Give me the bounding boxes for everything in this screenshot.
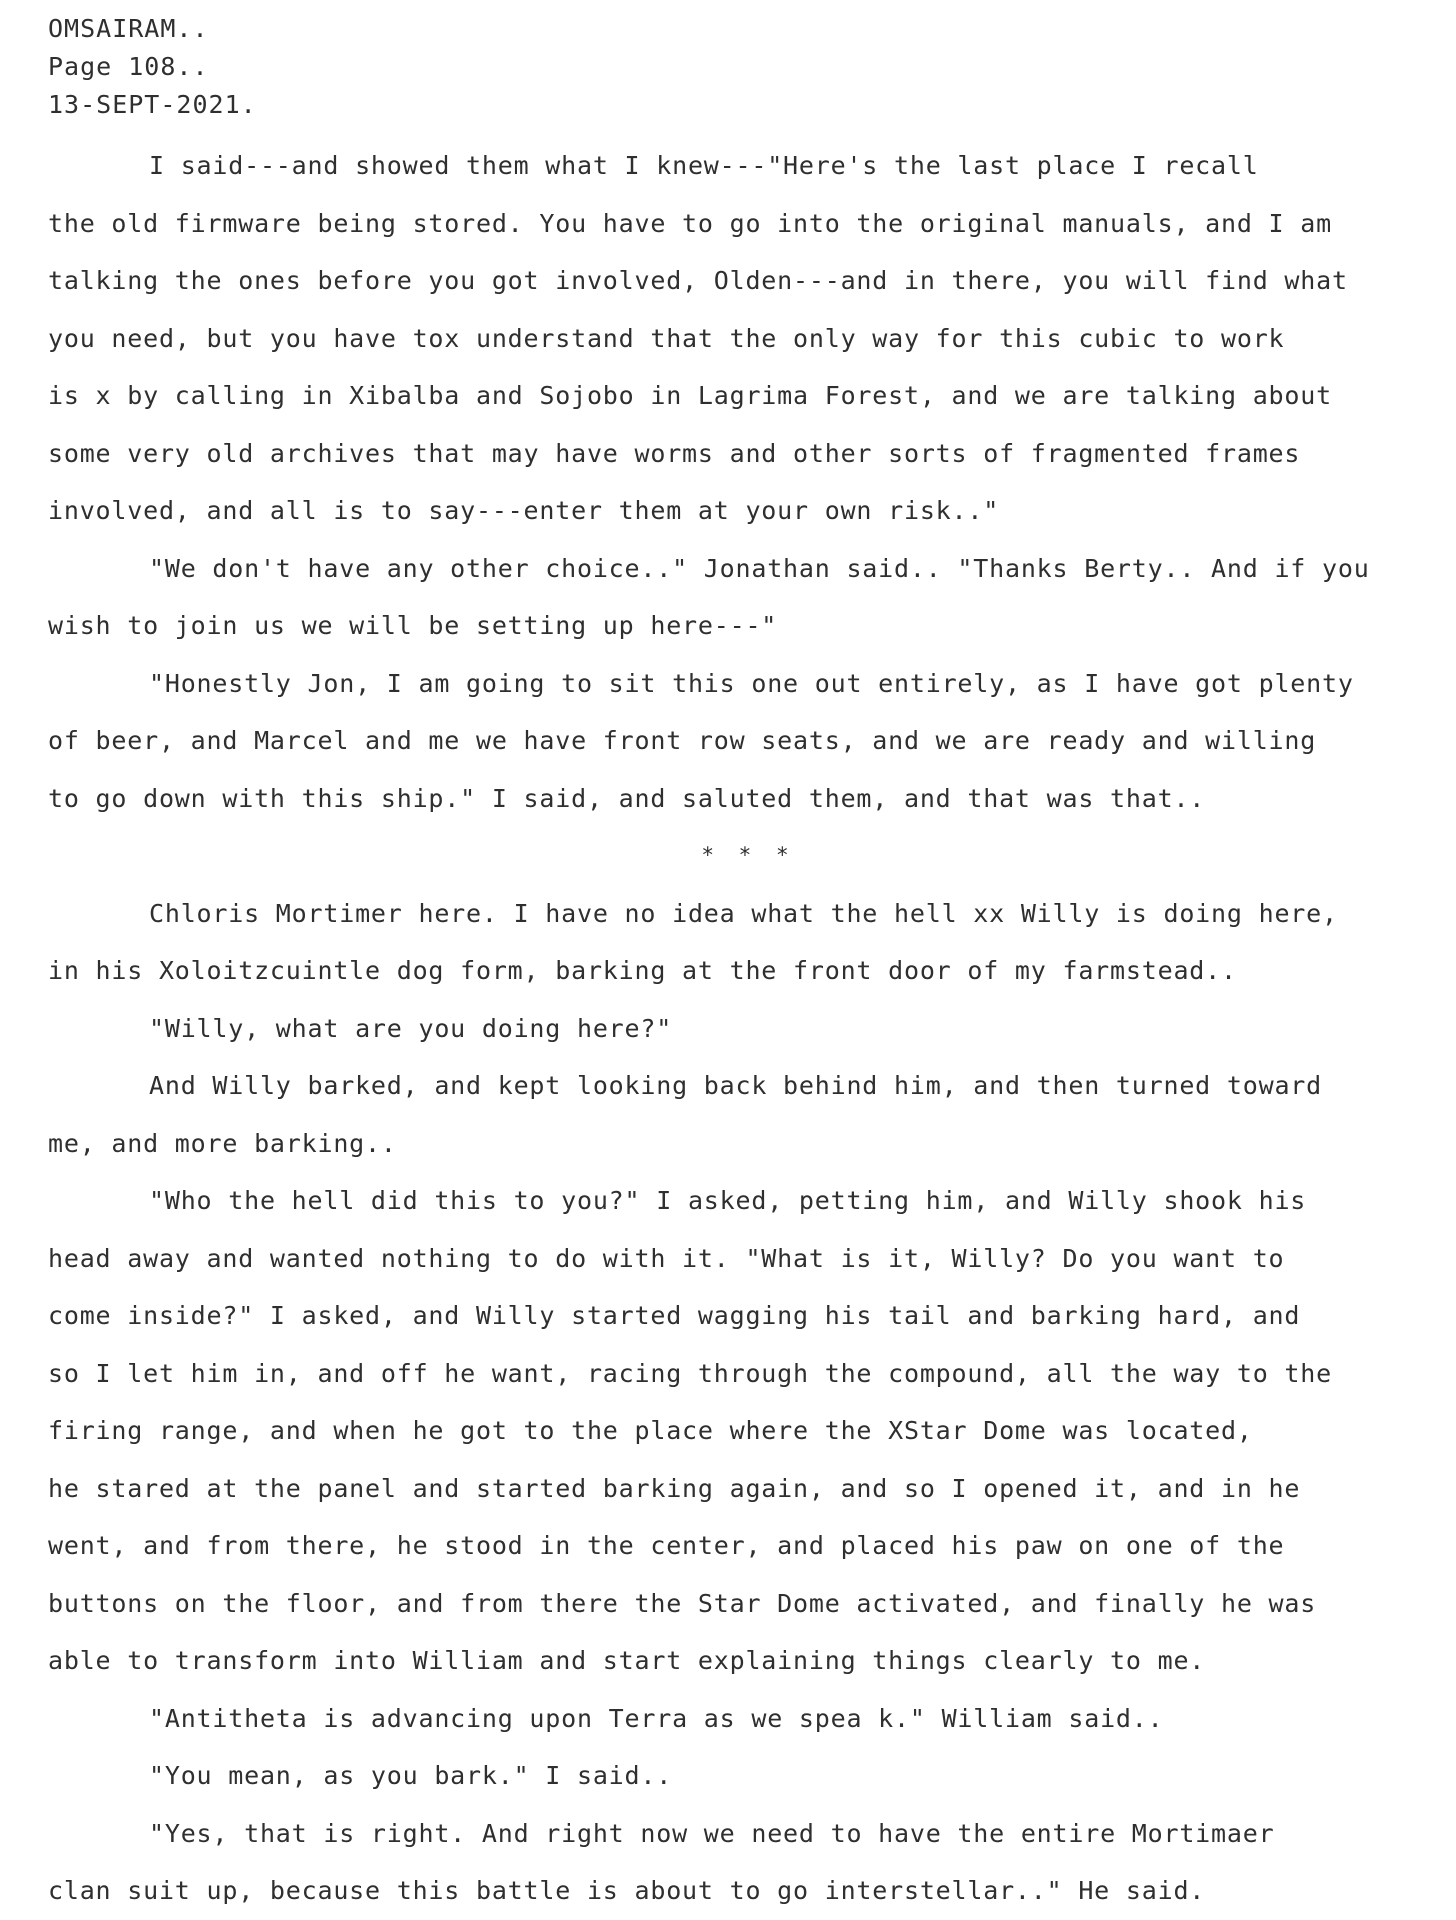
- text-line: talking the ones before you got involved, Olden---and in there, you will find what: [48, 266, 1348, 295]
- text-line: some very old archives that may have worms and other sorts of fragmented frames: [48, 438, 1301, 468]
- text-line: so I let him in, and off he want, racing through the compound, all the way to the: [48, 1358, 1332, 1388]
- text-line: "Who the hell did this to you?" I asked, petting him, and Willy shook his: [149, 1186, 1307, 1215]
- text-line: I said---and showed them what I knew---"Here's the last place I recall: [149, 151, 1259, 180]
- text-line: wish to join us we will be setting up here---": [48, 611, 778, 640]
- text-line: involved, and all is to say---enter them at your own risk..": [48, 496, 1000, 525]
- text-line: in his Xoloitzcuintle dog form, barking at the front door of my farmstead..: [48, 956, 1237, 985]
- text-line: me, and more barking..: [48, 1128, 397, 1158]
- header-line-3: 13-SEPT-2021.: [48, 90, 257, 119]
- text-line: And Willy barked, and kept looking back behind him, and then turned toward: [149, 1071, 1322, 1100]
- text-line: Chloris Mortimer here. I have no idea what the hell xx Willy is doing here,: [149, 898, 1338, 928]
- page-header: [48, 10, 1456, 124]
- text-line: head away and wanted nothing to do with it. "What is it, Willy? Do you want to: [48, 1243, 1285, 1273]
- text-line: is x by calling in Xibalba and Sojobo in Lagrima Forest, and we are talking about: [48, 381, 1332, 410]
- text-line: you need, but you have tox understand that the only way for this cubic to work: [48, 323, 1285, 353]
- text-line: to go down with this ship." I said, and saluted them, and that was that..: [48, 783, 1206, 813]
- text-line: he stared at the panel and started barking again, and so I opened it, and in he: [48, 1473, 1301, 1503]
- text-line: firing range, and when he got to the place where the XStar Dome was located,: [48, 1416, 1253, 1445]
- text-line: come inside?" I asked, and Willy started wagging his tail and barking hard, and: [48, 1301, 1301, 1330]
- text-line: "You mean, as you bark." I said..: [149, 1761, 673, 1790]
- header-line-2: Page 108..: [48, 52, 209, 81]
- section-break: * * *: [701, 843, 795, 867]
- text-line: "Yes, that is right. And right now we need to have the entire Mortimaer: [149, 1818, 1275, 1848]
- text-line: "Willy, what are you doing here?": [149, 1013, 673, 1043]
- text-line: of beer, and Marcel and me we have front row seats, and we are ready and willing: [48, 726, 1317, 755]
- text-line: went, and from there, he stood in the center, and placed his paw on one of the: [48, 1531, 1285, 1560]
- header-line-1: OMSAIRAM..: [48, 14, 209, 43]
- text-line: the old firmware being stored. You have to go into the original manuals, and I am: [48, 208, 1332, 238]
- body-text: [48, 137, 1456, 1920]
- text-line: "Antitheta is advancing upon Terra as we spea k." William said..: [149, 1703, 1164, 1733]
- text-line: "Honestly Jon, I am going to sit this one out entirely, as I have got plenty: [149, 668, 1354, 698]
- text-line: able to transform into William and start explaining things clearly to me.: [48, 1646, 1206, 1675]
- text-line: "We don't have any other choice.." Jonathan said.. "Thanks Berty.. And if you: [149, 553, 1370, 583]
- text-line: clan suit up, because this battle is about to go interstellar.." He said.: [48, 1876, 1206, 1905]
- text-line: buttons on the floor, and from there the Star Dome activated, and finally he was: [48, 1588, 1317, 1618]
